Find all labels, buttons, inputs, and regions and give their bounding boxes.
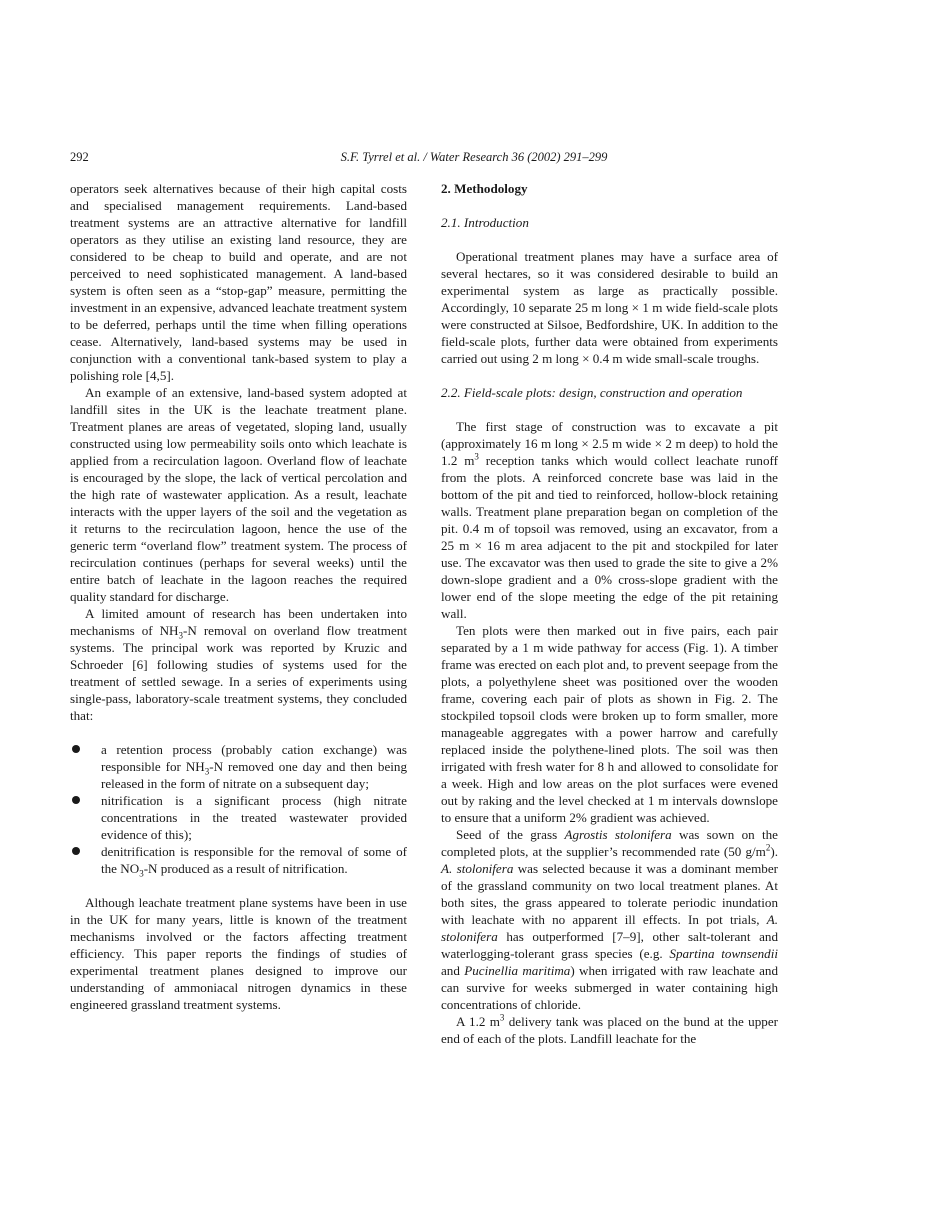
bullet-icon [72, 847, 80, 855]
list-item: denitrification is responsible for the removal of some of the $NO_3-N$ produced as a result of nitrification. [70, 843, 407, 877]
list-item: nitrification is a significant process (high nitrate concentrations in the treated wastewater provided evidence of this); [70, 792, 407, 843]
paragraph: Ten plots were then marked out in five pairs, each pair separated by a 1 m wide pathway for access (Fig. 1). A timber frame was erected on each plot and, to prevent seepage from the plots, a polyethylene sheet was positioned over the wooden frame, covering each pair of plots as shown in Fig. 2. The stockpiled topsoil clods were broken up to form smaller, more manageable aggregates with a power harrow and carefully replaced inside the polythene-lined plots. The soil was then irrigated with fresh water for 8 h and allowed to consolidate for a week. High and low areas on the plot surfaces were evened out by raking and the level checked at 1 m intervals downslope to ensure that a uniform 2% gradient was achieved. [441, 623, 778, 825]
page-header [70, 150, 878, 168]
section-heading: 2. Methodology [441, 181, 528, 196]
paragraph: A limited amount of research has been undertaken into mechanisms of $NH_3-N$ removal on overland flow treatment systems. The principal work was reported by Kruzic and Schroeder [6] following studies of systems used for the treatment of settled sewage. In a series of experiments using single-pass, laboratory-scale treatment systems, they concluded that: [70, 606, 407, 723]
paragraph: A 1.2 $m^3$ delivery tank was placed on the bund at the upper end of each of the plots. Landfill leachate for the [441, 1012, 778, 1046]
running-head: S.F. Tyrrel et al. / Water Research 36 (2002) 291–299 [340, 150, 608, 164]
paragraph: Although leachate treatment plane systems have been in use in the UK for many years, little is known of the treatment mechanisms involved or the factors affecting treatment efficiency. This paper reports the findings of studies of experimental treatment planes designed to improve our understanding of ammoniacal nitrogen dynamics in these engineered grassland treatment systems. [70, 895, 407, 1012]
findings-list [70, 741, 407, 877]
bullet-icon [72, 745, 80, 753]
paragraph: Operational treatment planes may have a surface area of several hectares, so it was considered desirable to build an experimental system as large as practically possible. Accordingly, 10 separate 25 m long × 1 m wide field-scale plots were constructed at Silsoe, Bedfordshire, UK. In addition to the field-scale plots, further data were obtained from experiments carried out using 2 m long × 0.4 m wide small-scale troughs. [441, 249, 778, 366]
paragraph: operators seek alternatives because of their high capital costs and specialised management requirements. Land-based treatment systems are an attractive alternative for landfill operators as they utilise an existing land resource, they are considered to be cheap to build and operate, and are not perceived to need sophisticated management. A land-based system is often seen as a “stop-gap” measure, permitting the investment in an expensive, advanced leachate treatment system to be deferred, perhaps until the time when filling operations cease. Alternatively, land-based systems may be used in conjunction with a conventional tank-based system to play a polishing role [4,5]. [70, 181, 407, 383]
paragraph: An example of an extensive, land-based system adopted at landfill sites in the UK is the leachate treatment plane. Treatment planes are areas of vegetated, sloping land, usually constructed using low permeability soils onto which leachate is applied from a recirculation lagoon. Overland flow of leachate is encouraged by the slope, the lack of vertical percolation and the high rate of wastewater application. As a result, leachate interacts with the upper layers of the soil and the vegetation as it returns to the recirculation lagoon, hence the use of the generic term “overland flow” treatment system. The process of recirculation continues (perhaps for several weeks) until the entire batch of leachate in the lagoon reaches the required quality standard for discharge. [70, 385, 407, 604]
list-item: a retention process (probably cation exchange) was responsible for $NH_3-N$ removed one day and then being released in the form of nitrate on a subsequent day; [70, 741, 407, 792]
paragraph: The first stage of construction was to excavate a pit (approximately 16 m long × 2.5 m wide × 2 m deep) to hold the 1.2 $m^3$ reception tanks which would collect leachate runoff from the plots. A reinforced concrete base was laid in the bottom of the pit and tied to reinforced, hollow-block retaining walls. Treatment plane preparation began on completion of the pit. 0.4 m of topsoil was removed, using an excavator, from a 25 m × 16 m area adjacent to the pit and stockpiled for later use. The excavator was then used to grade the site to give a 2% down-slope gradient and a 0% cross-slope gradient with the lower end of the slope meeting the edge of the pit retaining wall. [441, 419, 779, 621]
right-column [441, 180, 778, 1047]
subsection-heading: 2.1. Introduction [441, 215, 529, 230]
page-number: 292 [70, 150, 89, 164]
left-column [70, 180, 407, 1013]
paragraph: Seed of the grass Agrostis stolonifera was sown on the completed plots, at the supplier’s recommended rate (50 $g/m^2$). A. stolonifera was selected because it was a dominant member of the grassland community on two local treatment planes. At both sites, the grass appeared to tolerate periodic inundation with leachate with no apparent ill effects. In pot trials, A. stolonifera has outperformed [7–9], other salt-tolerant and waterlogging-tolerant grass species (e.g. Spartina townsendii and Pucinellia maritima) when irrigated with raw leachate and can survive for weeks submerged in water containing high concentrations of chloride. [441, 827, 778, 1012]
bullet-icon [72, 796, 80, 804]
subsection-heading: 2.2. Field-scale plots: design, construction and operation [441, 385, 743, 400]
